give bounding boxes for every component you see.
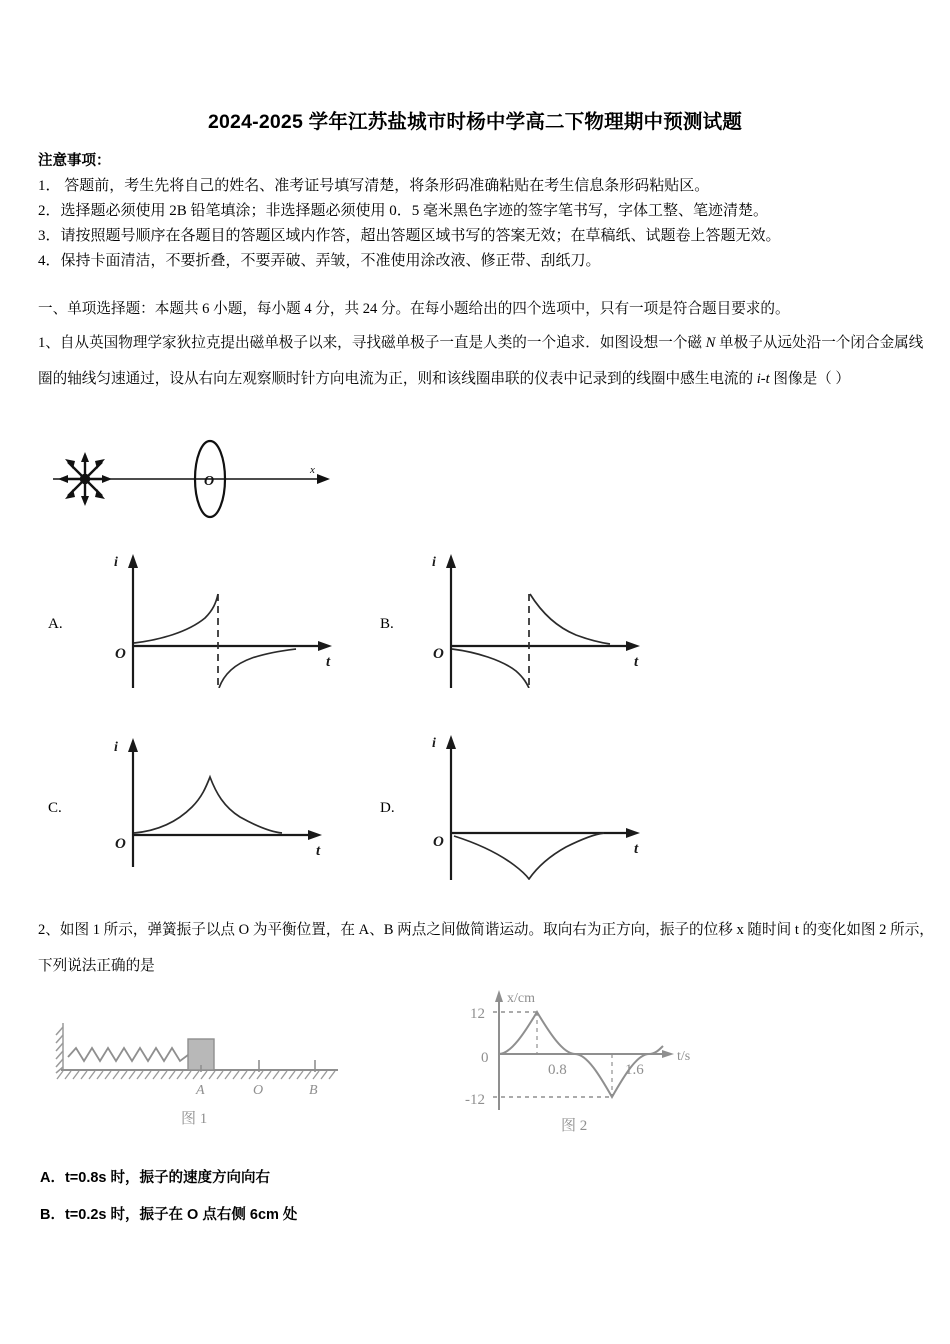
- figure2-caption: 图 2: [561, 1118, 588, 1134]
- axis-x-label: x: [310, 464, 315, 476]
- label-point-a: A: [196, 1083, 205, 1098]
- option-a-label: A.: [48, 616, 63, 632]
- coil-center-label: O: [204, 474, 215, 489]
- ground-hatching: [57, 1071, 335, 1079]
- y-axis-arrow-icon: [446, 735, 456, 749]
- y-axis-label: i: [114, 740, 118, 755]
- origin-label: O: [115, 836, 126, 852]
- q1-text-part3: 图像是（ ）: [769, 371, 851, 387]
- y-axis-title: x/cm: [507, 991, 535, 1006]
- option-a-graph: [100, 548, 350, 693]
- wall-hatching: [56, 1023, 63, 1073]
- option-d-label: D.: [380, 800, 395, 816]
- notice-line-3: 3．请按照题号顺序在各题目的答题区域内作答，超出答题区域书写的答案无效；在草稿纸、试题卷上答题无效。: [38, 228, 781, 244]
- figure2-svg: [437, 980, 727, 1135]
- x-axis-arrow-icon: [662, 1050, 674, 1058]
- x-axis-label: t: [634, 654, 639, 670]
- y-axis-label: i: [114, 555, 118, 570]
- curve-below: [219, 649, 296, 688]
- y-axis-label: i: [432, 736, 436, 751]
- option-a-svg: [100, 548, 350, 688]
- question-2-options: [40, 1160, 640, 1234]
- ytick-minus12: -12: [465, 1092, 485, 1108]
- question-1-text: [38, 325, 934, 397]
- origin-label: O: [433, 834, 444, 850]
- figure1-caption: 图 1: [181, 1111, 208, 1127]
- option-c-label: C.: [48, 800, 62, 816]
- option-d-graph: [418, 735, 668, 885]
- option-b-graph: [418, 548, 668, 693]
- xtick-0-8: 0.8: [548, 1062, 567, 1078]
- q1-italic-it: i-t: [756, 371, 770, 387]
- xtick-1-6: 1.6: [625, 1062, 644, 1078]
- curve-above: [530, 594, 610, 644]
- label-point-b: B: [309, 1083, 318, 1098]
- spring-figure-svg: [48, 1015, 368, 1135]
- x-axis-arrow-icon: [308, 830, 322, 840]
- monopole-dot-icon: [80, 474, 90, 484]
- spring-coil-icon: [68, 1048, 188, 1061]
- origin-label: O: [115, 646, 126, 662]
- notice-line-4: 4．保持卡面清洁，不要折叠，不要弄破、弄皱，不准使用涂改液、修正带、刮纸刀。: [38, 253, 601, 269]
- q2-option-a[interactable]: A．t=0.8s 时，振子的速度方向向右: [40, 1170, 271, 1186]
- x-axis-label: t: [634, 841, 639, 857]
- origin-label: O: [433, 646, 444, 662]
- x-axis-title: t/s: [677, 1049, 691, 1064]
- monopole-coil-svg: [45, 432, 345, 527]
- x-axis-arrow-icon: [318, 641, 332, 651]
- q1-text-part1: 1、自从英国物理学家狄拉克提出磁单极子以来，寻找磁单极子一直是人类的一个追求．如图设想一个磁: [38, 335, 706, 351]
- displacement-time-figure: [437, 980, 727, 1135]
- notice-line-2: 2．选择题必须使用 2B 铅笔填涂；非选择题必须使用 0．5 毫米黑色字迹的签字笔书写，字体工整、笔迹清楚。: [38, 203, 769, 219]
- option-b-svg: [418, 548, 668, 688]
- x-axis-label: t: [316, 843, 321, 859]
- monopole-coil-figure: [45, 432, 345, 527]
- notice-heading: 注意事项：: [38, 153, 111, 169]
- label-point-o: O: [253, 1083, 264, 1098]
- page-title: 2024-2025 学年江苏盐城市时杨中学高二下物理期中预测试题: [207, 111, 743, 133]
- spring-oscillator-figure: [48, 1015, 368, 1135]
- y-axis-arrow-icon: [446, 554, 456, 568]
- ytick-0: 0: [481, 1050, 489, 1066]
- y-axis-label: i: [432, 555, 436, 570]
- q2-option-b[interactable]: B．t=0.2s 时，振子在 O 点右侧 6cm 处: [40, 1207, 298, 1223]
- option-d-svg: [418, 735, 668, 880]
- x-axis-arrow-icon: [626, 641, 640, 651]
- x-axis-label: t: [326, 654, 331, 670]
- y-axis-arrow-icon: [495, 990, 503, 1002]
- curve-above: [134, 594, 218, 643]
- x-axis-arrow-icon: [626, 828, 640, 838]
- option-c-graph: [100, 735, 350, 872]
- section-heading: 一、单项选择题：本题共 6 小题，每小题 4 分，共 24 分。在每小题给出的四个选项中，只有一项是符合题目要求的。: [38, 301, 790, 317]
- curve-peak: [134, 777, 282, 833]
- y-axis-arrow-icon: [128, 554, 138, 568]
- option-b-label: B.: [380, 616, 394, 632]
- question-2-text: 2、如图 1 所示，弹簧振子以点 O 为平衡位置，在 A、B 两点之间做简谐运动。取向右为正方向，振子的位移 x 随时间 t 的变化如图 2 所示，下列说法正确的是: [38, 922, 934, 974]
- q1-text-part2: 单极子从远处沿一个闭合金属线圈的轴线匀速通过，设从右向左观察顺时针方向电流为正，则和该线圈串联的仪表中记录到的线圈中感生电流的: [38, 335, 924, 387]
- option-c-svg: [100, 735, 350, 867]
- notice-line-1: 1． 答题前，考生先将自己的姓名、准考证号填写清楚，将条形码准确粘贴在考生信息条形码粘贴区。: [38, 178, 710, 194]
- curve-below: [452, 649, 529, 688]
- ytick-12: 12: [470, 1006, 485, 1022]
- curve-trough: [454, 833, 604, 879]
- notice-block: [38, 150, 928, 274]
- q1-italic-N: N: [705, 335, 716, 351]
- y-axis-arrow-icon: [128, 738, 138, 752]
- axis-arrow-icon: [317, 474, 330, 484]
